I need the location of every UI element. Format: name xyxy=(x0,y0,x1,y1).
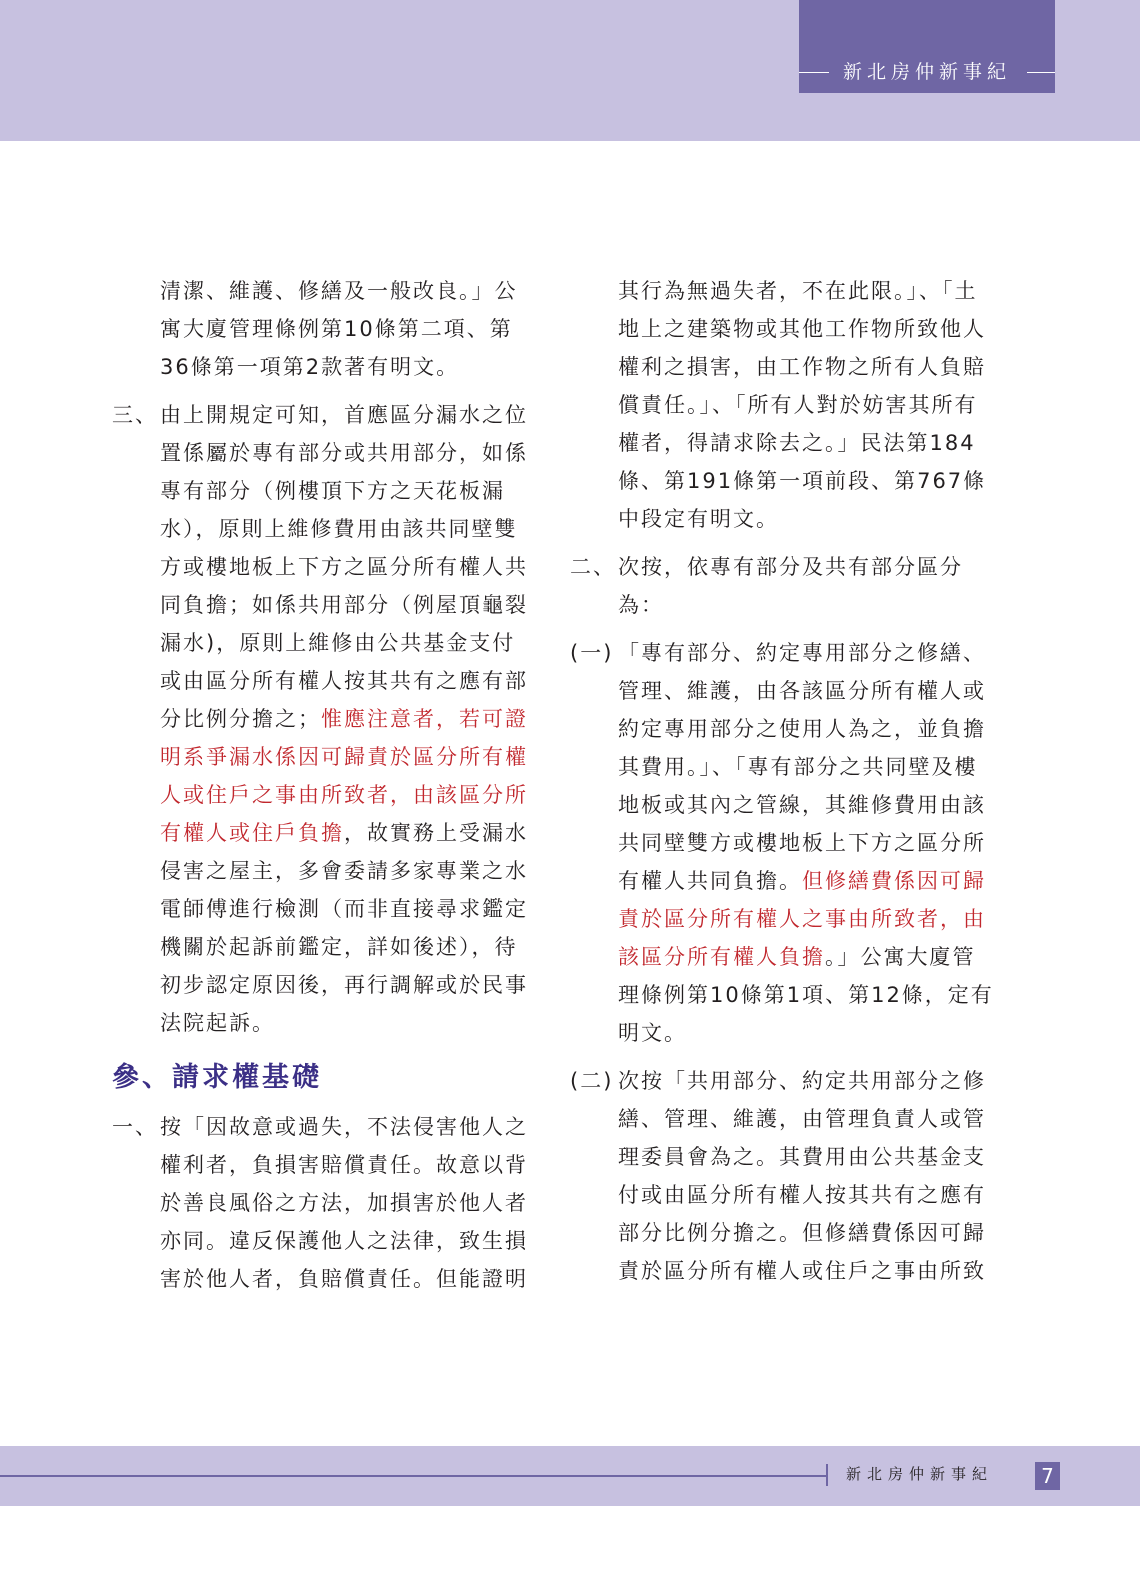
header-rule-right xyxy=(1027,72,1055,73)
footer-rule-tick xyxy=(826,1464,828,1486)
item-number: (一) xyxy=(570,641,614,665)
right-paragraph-2: 二、 次按，依專有部分及共有部分區分為： xyxy=(570,548,995,624)
left-paragraph-2: 三、 由上開規定可知，首應區分漏水之位置係屬於專有部分或共用部分，如係專有部分（例樓頂下方之天花板漏水），原則上維修費用由該共同壁雙方或樓地板上下方之區分所有權人共同負擔；如係共用部分（例屋頂龜裂漏水)，原則上維修由公共基金支付或由區分所有權人按其共有之應有部分比例分擔之；惟應注意者，若可證明系爭漏水係因可歸責於區分所有權人或住戶之事由所致者，由該區分所有權人或住戶負擔，故實務上受漏水侵害之屋主，多會委請多家專業之水電師傅進行檢測（而非直接尋求鑑定機關於起訴前鑑定，詳如後述），待初步認定原因後，再行調解或於民事法院起訴。 xyxy=(112,396,532,1042)
right-paragraph-1: 其行為無過失者，不在此限。」、「土地上之建築物或其他工作物所致他人權利之損害，由工作物之所有人負賠償責任。」、「所有人對於妨害其所有權者，得請求除去之。」民法第184條、第191條第一項前段、第767條中段定有明文。 xyxy=(618,279,987,531)
left-column xyxy=(112,272,532,1308)
header-title: 新北房仲新事紀 xyxy=(842,61,1011,83)
page-number: 7 xyxy=(1035,1462,1060,1490)
footer-band xyxy=(0,1446,1140,1506)
footer-title: 新北房仲新事紀 xyxy=(846,1465,994,1483)
right-paragraph-3: (一) 「專有部分、約定專用部分之修繕、管理、維護，由各該區分所有權人或約定專用部分之使用人為之，並負擔其費用。」、「專有部分之共同壁及樓地板或其內之管線，其維修費用由該共同壁雙方或樓地板上下方之區分所有權人共同負擔。但修繕費係因可歸責於區分所有權人之事由所致者，由該區分所有權人負擔。」公寓大廈管理條例第10條第1項、第12條，定有明文。 xyxy=(570,634,995,1052)
right-paragraph-4: (二) 次按「共用部分、約定共用部分之修繕、管理、維護，由管理負責人或管理委員會為之。其費用由公共基金支付或由區分所有權人按其共有之應有部分比例分擔之。但修繕費係因可歸責於區分所有權人或住戶之事由所致 xyxy=(570,1062,995,1290)
left-paragraph-1: 清潔、維護、修繕及一般改良。」公寓大廈管理條例第10條第二項、第36條第一項第2款著有明文。 xyxy=(160,279,518,379)
highlight-text: 惟應注意者，若可證明系爭漏水係因可歸責於區分所有權人或住戶之事由所致者，由該區分所有權人或住戶負擔 xyxy=(160,707,528,845)
header-tab xyxy=(799,0,1055,93)
right-column xyxy=(570,272,995,1300)
footer-rule xyxy=(0,1475,828,1477)
item-number: 二、 xyxy=(570,555,616,579)
item-number: (二) xyxy=(570,1069,614,1093)
left-paragraph-3: 一、 按「因故意或過失，不法侵害他人之權利者，負損害賠償責任。故意以背於善良風俗之方法，加損害於他人者亦同。違反保護他人之法律，致生損害於他人者，負賠償責任。但能證明 xyxy=(112,1108,532,1298)
item-number: 一、 xyxy=(112,1115,158,1139)
highlight-text: 但修繕費係因可歸責於區分所有權人之事由所致者，由該區分所有權人負擔 xyxy=(618,869,986,969)
section-heading: 參、請求權基礎 xyxy=(112,1062,322,1093)
item-number: 三、 xyxy=(112,403,158,427)
